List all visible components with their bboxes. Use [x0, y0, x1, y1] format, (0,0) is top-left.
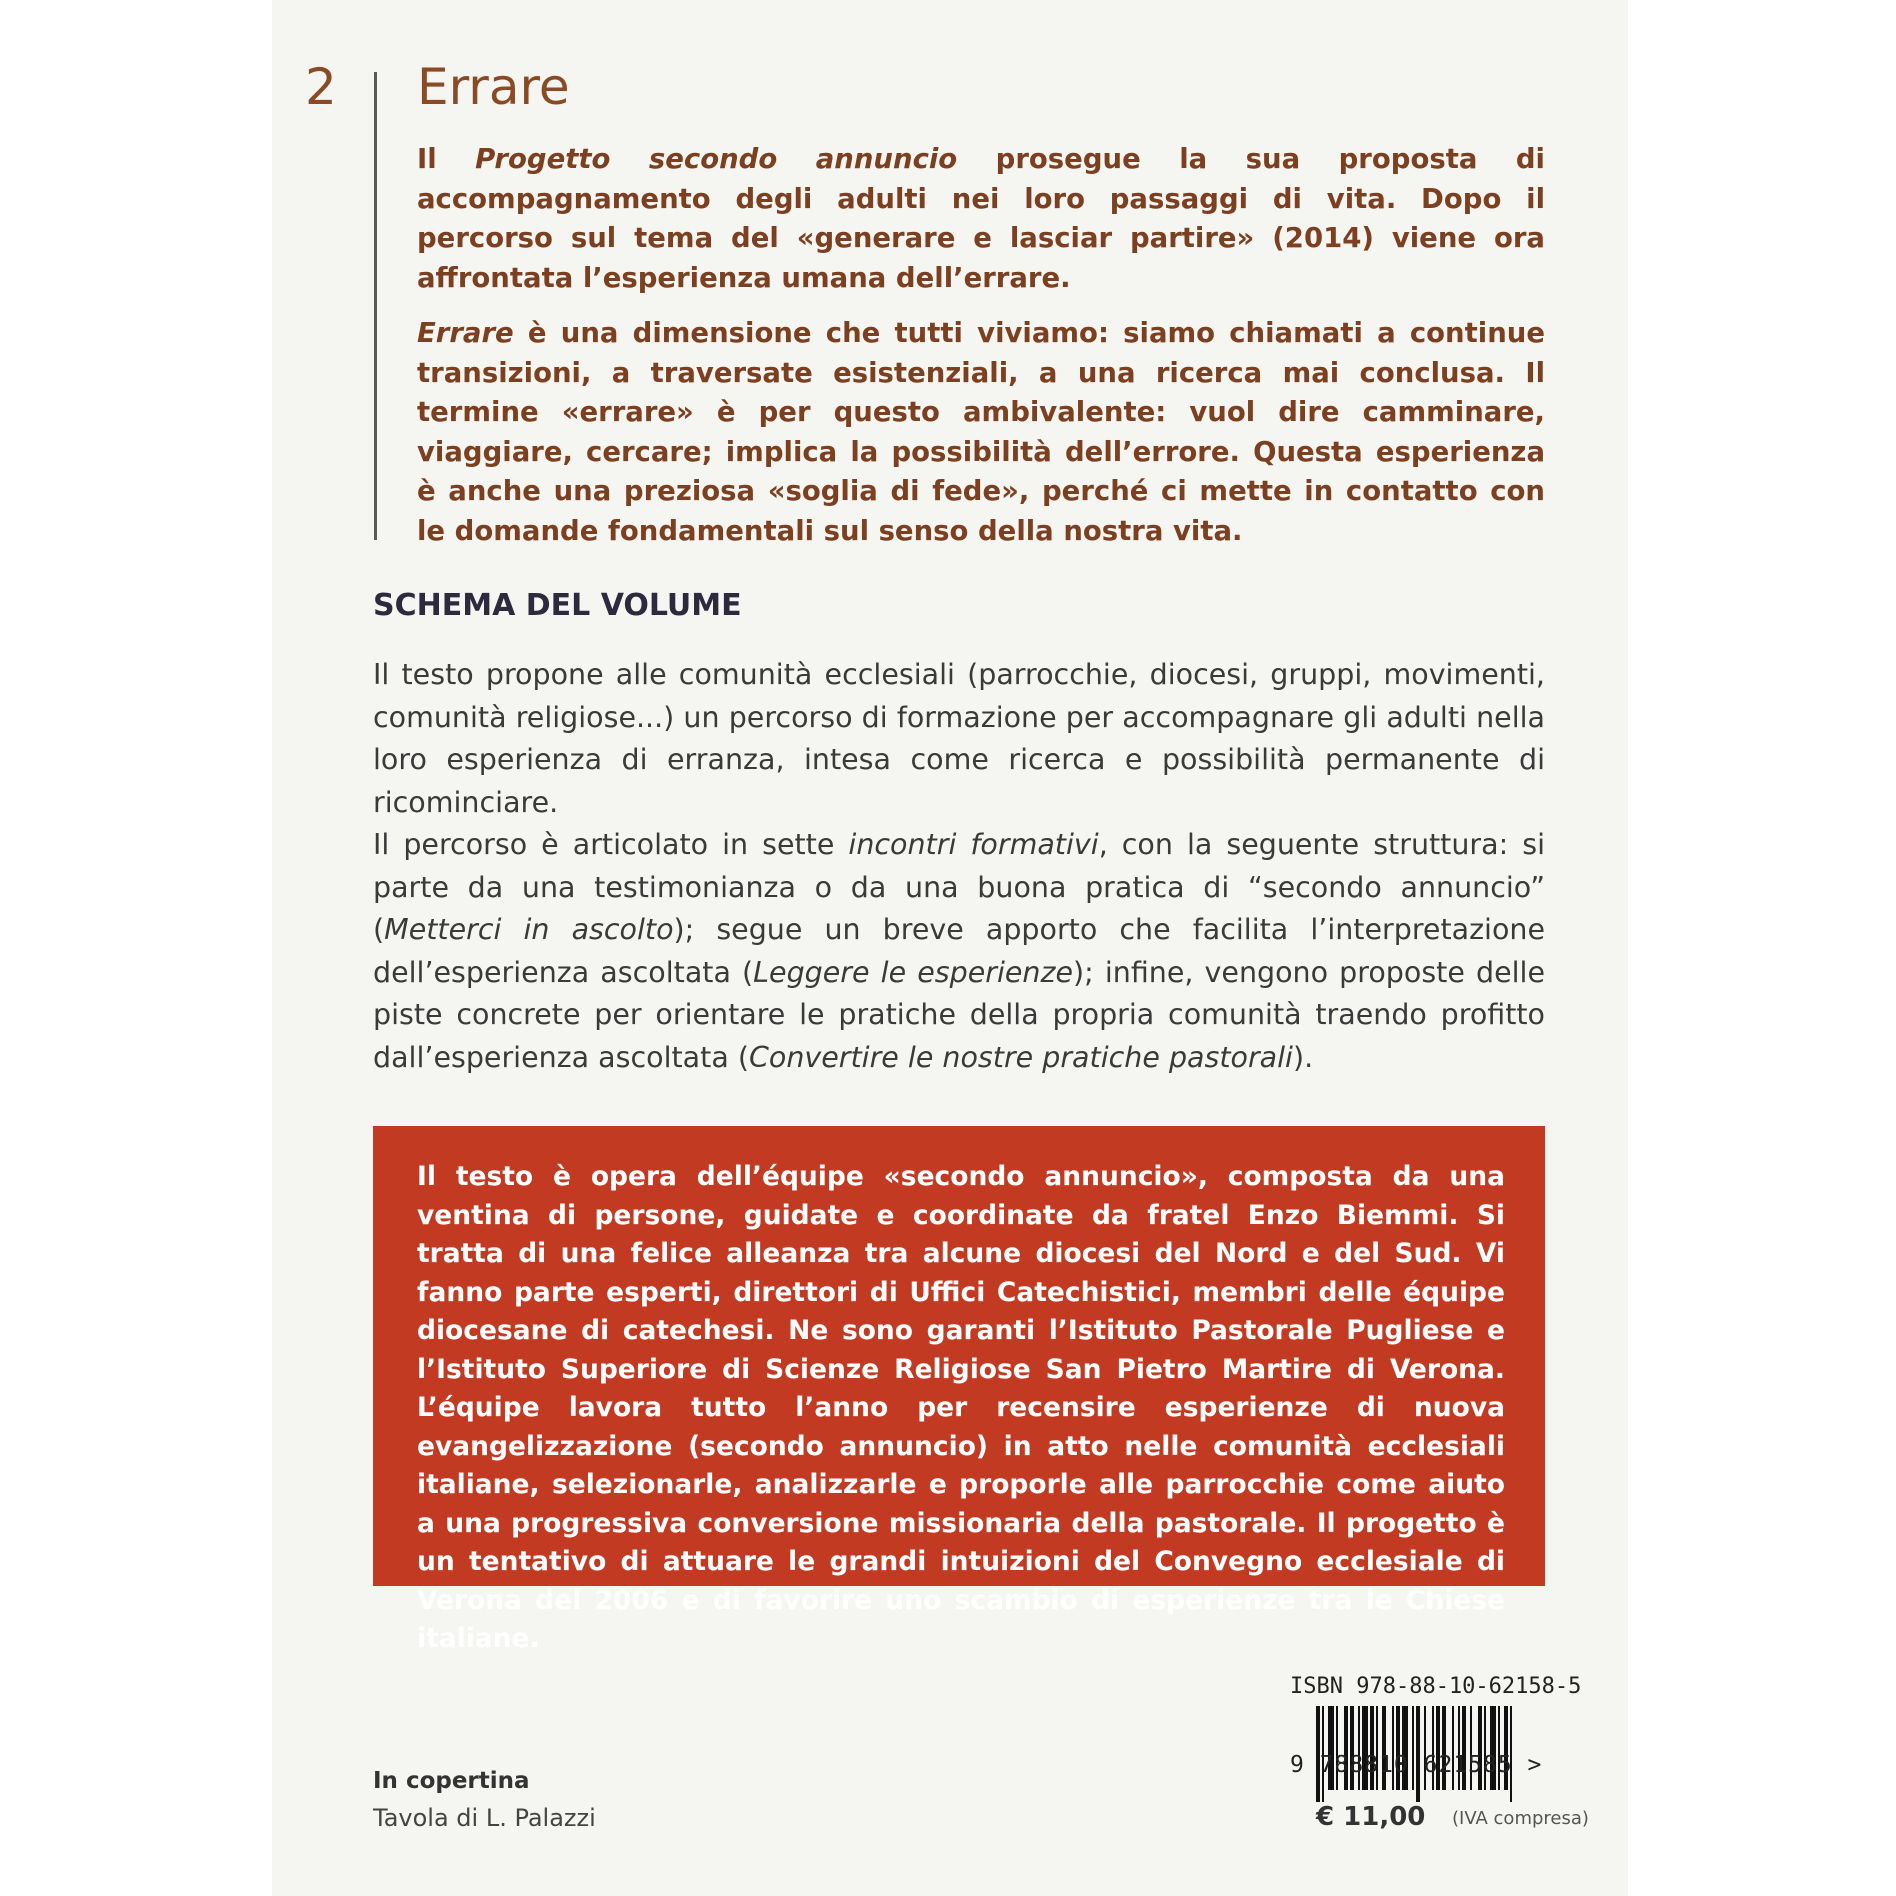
- chapter-number: 2: [305, 58, 337, 116]
- page-title: Errare: [417, 58, 570, 116]
- vat-note: (IVA compresa): [1452, 1808, 1589, 1829]
- intro-paragraph-1: Il Progetto secondo annuncio prosegue la sua proposta di accompagnamento degli adulti nei loro passaggi di vita. Dopo il percorso sul tema del «generare e lasciar partire» (2014) viene ora affrontata l’esperienza umana dell’errare.: [417, 143, 1545, 294]
- author-info-text: Il testo è opera dell’équipe «secondo annuncio», composta da una ventina di persone, guidate e coordinate da fratel Enzo Biemmi. Si tratta di una felice alleanza tra alcune diocesi del Nord e del Sud. Vi fanno parte esperti, direttori di Uffici Catechistici, membri delle équipe diocesane di catechesi. Ne sono garanti l’Istituto Pastorale Pugliese e l’Istituto Superiore di Scienze Religiose San Pietro Martire di Verona. L’équipe lavora tutto l’anno per recensire esperienze di nuova evangelizzazione (secondo annuncio) in atto nelle comunità ecclesiali italiane, selezionarle, analizzarle e proporle alle parrocchie come aiuto a una progressiva conversione missionaria della pastorale. Il progetto è un tentativo di attuare le grandi intuizioni del Convegno ecclesiale di Verona del 2006 e di favorire uno scambio di esperienze tra le Chiese italiane.: [417, 1161, 1505, 1654]
- schema-paragraph-2: Il percorso è articolato in sette incontri formativi, con la seguente struttura: si parte da una testimonianza o da una buona pratica di “secondo annuncio” (Metterci in ascolto); segue un breve apporto che facilita l’interpretazione dell’esperienza ascoltata (Leggere le esperienze); infine, vengono proposte delle piste concrete per orientare le pratiche della propria comunità traendo profitto dall’esperienza ascoltata (Convertire le nostre pratiche pastorali).: [373, 828, 1545, 1074]
- author-info-box: [373, 1126, 1545, 1654]
- schema-text: [373, 654, 1545, 1079]
- isbn-label: ISBN 978-88-10-62158-5: [1290, 1674, 1582, 1699]
- barcode-digits: 9 788810 621585 >: [1290, 1752, 1543, 1778]
- vertical-divider: [374, 72, 377, 540]
- schema-paragraph-1: Il testo propone alle comunità ecclesiali (parrocchie, diocesi, gruppi, movimenti, comunità religiose...) un percorso di formazione per accompagnare gli adulti nella loro esperienza di erranza, intesa come ricerca e possibilità permanente di ricominciare.: [373, 658, 1545, 819]
- intro-paragraph-2: Errare è una dimensione che tutti viviamo: siamo chiamati a continue transizioni, a traversate esistenziali, a una ricerca mai conclusa. Il termine «errare» è per questo ambivalente: vuol dire camminare, viaggiare, cercare; implica la possibilità dell’errore. Questa esperienza è anche una preziosa «soglia di fede», perché ci mette in contatto con le domande fondamentali sul senso della nostra vita.: [417, 317, 1545, 547]
- cover-credit-value: Tavola di L. Palazzi: [373, 1804, 596, 1832]
- intro-text: [417, 140, 1545, 567]
- cover-credit-label: In copertina: [373, 1768, 530, 1794]
- section-heading: SCHEMA DEL VOLUME: [373, 588, 742, 623]
- price: € 11,00: [1316, 1802, 1426, 1832]
